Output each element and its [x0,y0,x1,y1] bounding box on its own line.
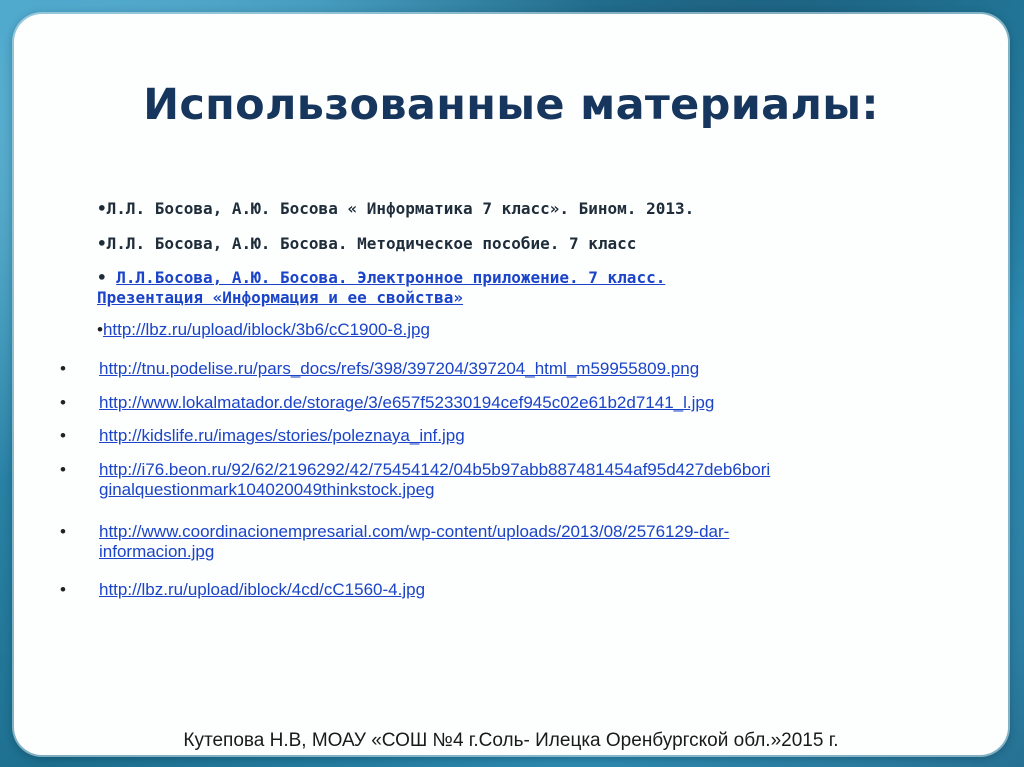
source-link-coordinacion-line-2: informacion.jpg [99,542,215,561]
list-item [99,359,699,379]
source-link-podelise[interactable]: http://tnu.podelise.ru/pars_docs/refs/398/397204/397204_html_m59955809.png [99,359,700,378]
source-link-lbz-3b6[interactable]: http://lbz.ru/upload/iblock/3b6/cC1900-8.jpg [102,320,430,339]
list-bullet: • [60,393,66,412]
source-link-kidslife[interactable]: http://kidslife.ru/images/stories/poleznaya_inf.jpg [99,426,465,445]
source-link-beon-line-2: ginalquestionmark104020049thinkstock.jpeg [99,480,435,499]
source-link-lokalmatador[interactable]: http://www.lokalmatador.de/storage/3/e657f52330194cef945c02e61b2d7141_l.jpg [99,393,715,412]
list-bullet: • [60,522,66,541]
source-link-beon[interactable] [99,460,770,499]
list-item [99,522,729,562]
list-bullet: • [97,320,103,339]
list-bullet: • [60,359,66,378]
source-link-lbz-4cd[interactable]: http://lbz.ru/upload/iblock/4cd/cC1560-4.jpg [99,580,426,599]
list-item [99,426,465,446]
first-source-link-item [97,320,430,340]
list-bullet: • [60,460,66,479]
list-bullet: • [60,426,66,445]
slide-card [14,14,1008,755]
presentation-link-line-1[interactable]: Л.Л.Босова, А.Ю. Босова. Электронное приложение. 7 класс. [116,268,666,287]
book-reference-methodical-guide: •Л.Л. Босова, А.Ю. Босова. Методическое пособие. 7 класс [97,234,637,253]
presentation-link-line-2[interactable]: Презентация «Информация и ее свойства» [97,288,464,307]
book-reference-textbook: •Л.Л. Босова, А.Ю. Босова « Информатика 7 класс». Бином. 2013. [97,199,695,218]
source-link-coordinacion[interactable] [99,522,729,561]
list-bullet: • [60,580,66,599]
list-item [99,460,770,500]
presentation-reference[interactable] [97,268,665,308]
list-item [99,393,714,413]
source-link-beon-line-1: http://i76.beon.ru/92/62/2196292/42/75454142/04b5b97abb887481454af95d427deb6bori [99,460,771,479]
list-item [99,580,425,600]
presentation-bullet: • [97,268,117,287]
slide-title: Использованные материалы: [143,80,879,130]
footer-author: Кутепова Н.В, МОАУ «СОШ №4 г.Соль- Илецка Оренбургской обл.»2015 г. [183,730,839,751]
source-link-coordinacion-line-1: http://www.coordinacionempresarial.com/wp-content/uploads/2013/08/2576129-dar- [99,522,730,541]
